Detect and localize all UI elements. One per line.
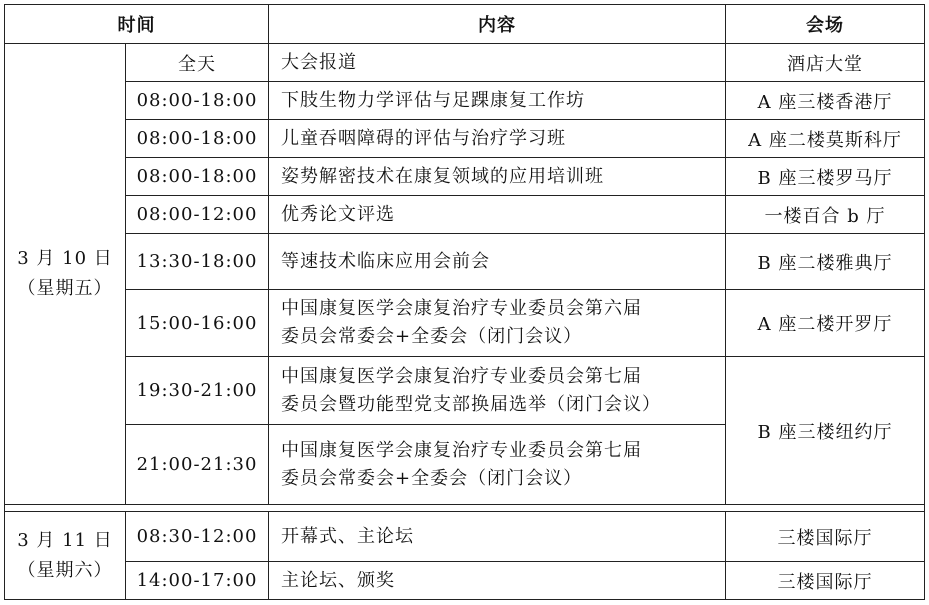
table-row	[5, 562, 925, 600]
date-cell-day2	[5, 512, 126, 600]
time-cell: 08:00-18:00	[126, 120, 269, 158]
weekday-label: （星期五）	[17, 278, 113, 299]
table-row	[5, 357, 925, 425]
date-label: 3 月 11 日	[17, 529, 113, 551]
table-row	[5, 44, 925, 82]
time-cell: 08:00-18:00	[126, 158, 269, 196]
content-cell	[269, 196, 726, 234]
venue-cell: B 座二楼雅典厅	[726, 234, 925, 290]
content-line: 优秀论文评选	[281, 203, 395, 225]
content-line: 委员会暨功能型党支部换届选举（闭门会议）	[281, 393, 661, 415]
venue-cell: B 座三楼纽约厅	[726, 357, 925, 505]
content-line: 下肢生物力学评估与足踝康复工作坊	[281, 89, 585, 111]
content-line: 委员会常委会+全委会（闭门会议）	[281, 467, 583, 489]
content-line: 等速技术临床应用会前会	[281, 250, 490, 272]
venue-cell: 一楼百合 b 厅	[726, 196, 925, 234]
time-cell: 08:00-18:00	[126, 82, 269, 120]
venue-cell: B 座三楼罗马厅	[726, 158, 925, 196]
content-line: 大会报道	[281, 51, 357, 73]
time-cell: 19:30-21:00	[126, 357, 269, 425]
content-cell	[269, 82, 726, 120]
table-row	[5, 196, 925, 234]
time-cell: 全天	[126, 44, 269, 82]
time-cell: 13:30-18:00	[126, 234, 269, 290]
header-time: 时间	[5, 5, 269, 44]
venue-cell: A 座三楼香港厅	[726, 82, 925, 120]
venue-cell: 三楼国际厅	[726, 512, 925, 562]
table-row	[5, 290, 925, 357]
content-cell	[269, 512, 726, 562]
header-venue: 会场	[726, 5, 925, 44]
schedule-table	[4, 4, 925, 600]
table-row	[5, 512, 925, 562]
content-line: 主论坛、颁奖	[281, 569, 395, 591]
content-cell	[269, 290, 726, 357]
time-cell: 14:00-17:00	[126, 562, 269, 600]
time-cell: 21:00-21:30	[126, 425, 269, 505]
content-cell	[269, 120, 726, 158]
date-cell-day1	[5, 44, 126, 505]
day-separator	[5, 505, 925, 512]
table-row	[5, 82, 925, 120]
content-line: 姿势解密技术在康复领域的应用培训班	[281, 165, 604, 187]
content-line: 委员会常委会+全委会（闭门会议）	[281, 326, 583, 347]
venue-cell: 三楼国际厅	[726, 562, 925, 600]
time-cell: 08:30-12:00	[126, 512, 269, 562]
header-content: 内容	[269, 5, 726, 44]
content-line: 中国康复医学会康复治疗专业委员会第六届	[281, 298, 642, 319]
content-cell	[269, 425, 726, 505]
content-line: 儿童吞咽障碍的评估与治疗学习班	[281, 127, 566, 149]
date-label: 3 月 10 日	[17, 248, 113, 269]
content-line: 中国康复医学会康复治疗专业委员会第七届	[281, 365, 642, 387]
venue-cell: 酒店大堂	[726, 44, 925, 82]
content-cell	[269, 357, 726, 425]
content-cell	[269, 234, 726, 290]
header-row	[5, 5, 925, 44]
venue-cell: A 座二楼开罗厅	[726, 290, 925, 357]
weekday-label: （星期六）	[17, 559, 113, 581]
content-cell	[269, 562, 726, 600]
table-row	[5, 158, 925, 196]
table-row	[5, 234, 925, 290]
venue-cell: A 座二楼莫斯科厅	[726, 120, 925, 158]
time-cell: 08:00-12:00	[126, 196, 269, 234]
content-cell	[269, 158, 726, 196]
content-line: 中国康复医学会康复治疗专业委员会第七届	[281, 439, 642, 461]
content-line: 开幕式、主论坛	[281, 525, 414, 547]
table-row	[5, 120, 925, 158]
time-cell: 15:00-16:00	[126, 290, 269, 357]
content-cell	[269, 44, 726, 82]
